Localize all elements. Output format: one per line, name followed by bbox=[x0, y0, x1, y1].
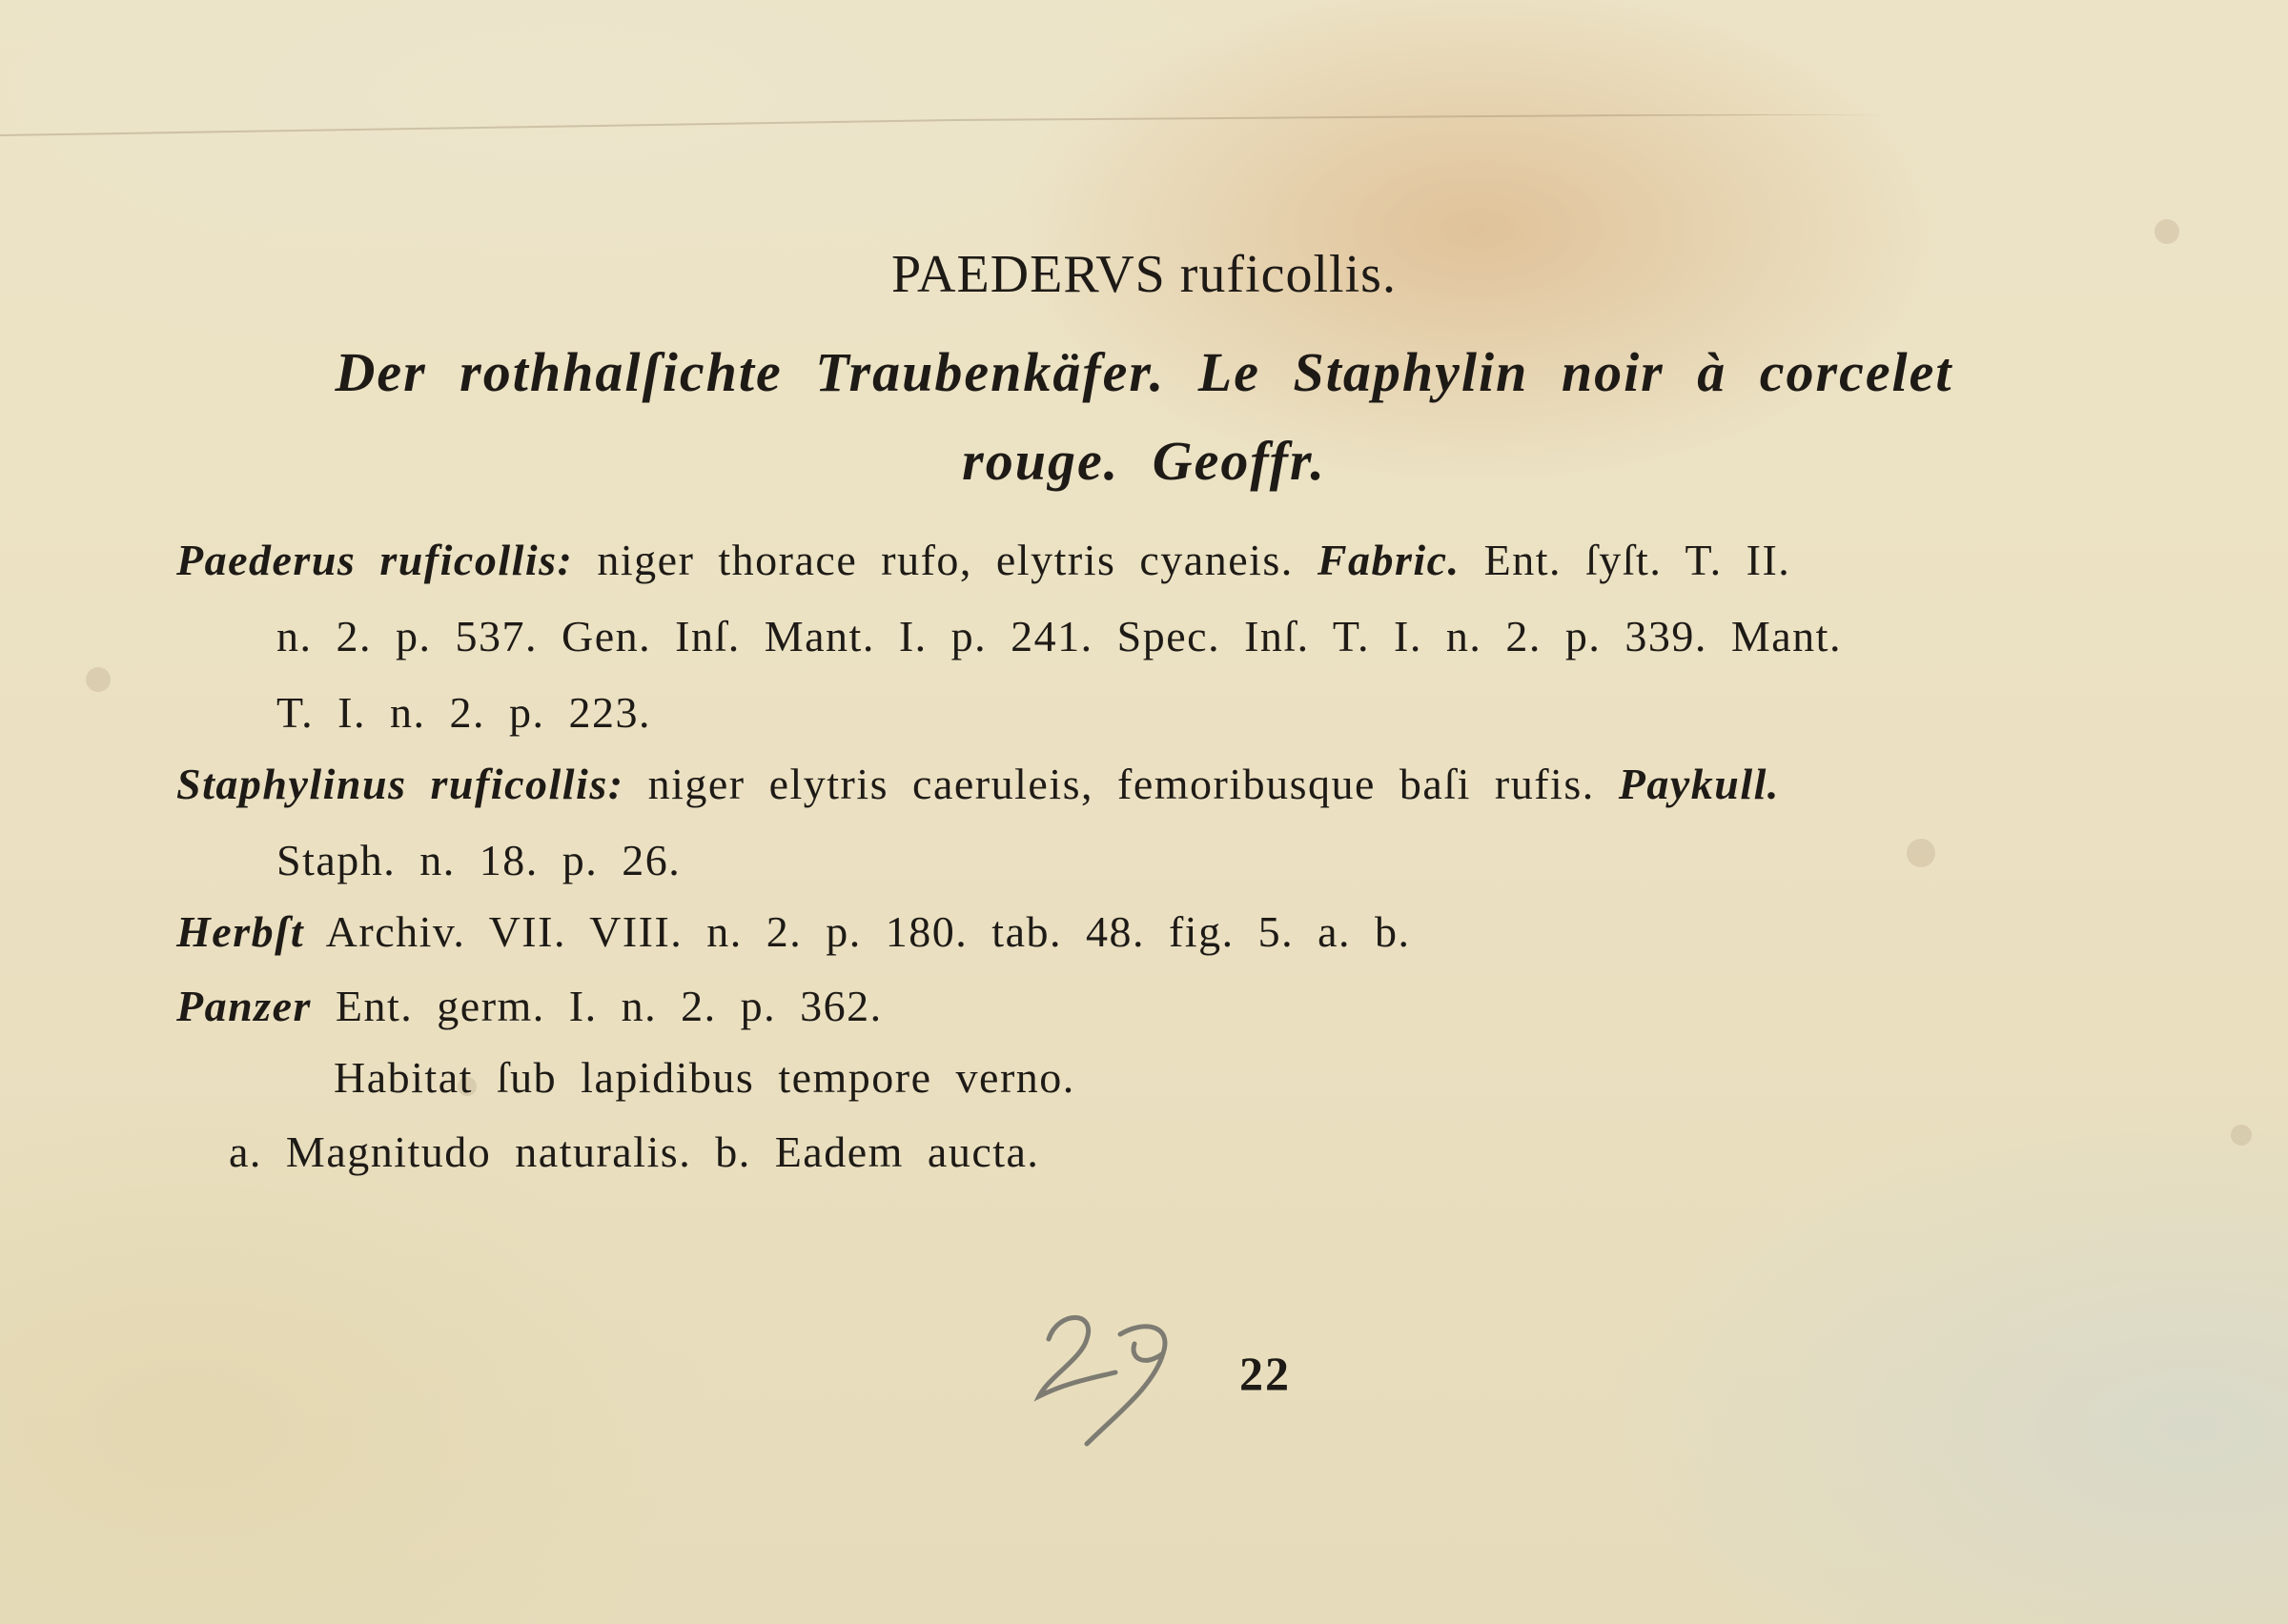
pencil-mark bbox=[1030, 1301, 1192, 1453]
species-name: Staphylinus ruficollis: bbox=[176, 760, 624, 808]
habitat-line: Habitat ſub lapidibus tempore verno. bbox=[334, 1053, 1075, 1102]
species-name: Paederus ruficollis: bbox=[176, 536, 574, 584]
citation-line: Staphylinus ruficollis: niger elytris caeruleis, femoribusque baſi rufis. Paykull. bbox=[176, 760, 1780, 808]
paper-speck bbox=[1907, 839, 1935, 867]
document-subtitle-line1: Der rothhalſichte Traubenkäfer. Le Staphylin noir à corcelet bbox=[335, 341, 1953, 403]
paper-speck bbox=[2155, 219, 2179, 244]
citation-line: Paederus ruficollis: niger thorace rufo, elytris cyaneis. Fabric. Ent. ſyſt. T. II. bbox=[176, 536, 1791, 584]
paper-fold-crease bbox=[0, 114, 2288, 152]
figure-caption: a. Magnitudo naturalis. b. Eadem aucta. bbox=[229, 1127, 1040, 1176]
paper-speck bbox=[2231, 1125, 2252, 1146]
citation-line: Staph. n. 18. p. 26. bbox=[276, 836, 682, 884]
citation-line: T. I. n. 2. p. 223. bbox=[276, 688, 652, 737]
author-name: Panzer bbox=[176, 982, 312, 1030]
paper-speck bbox=[86, 667, 111, 692]
page-number: 22 bbox=[1239, 1347, 1291, 1400]
citation-line: n. 2. p. 537. Gen. Inſ. Mant. I. p. 241. Spec. Inſ. T. I. n. 2. p. 339. Mant. bbox=[276, 612, 1842, 660]
citation-line: Herbſt Archiv. VII. VIII. n. 2. p. 180. tab. 48. fig. 5. a. b. bbox=[176, 907, 1411, 956]
citation-line: Panzer Ent. germ. I. n. 2. p. 362. bbox=[176, 982, 883, 1030]
author-name: Fabric. bbox=[1317, 536, 1461, 584]
document-subtitle-line2: rouge. Geoffr. bbox=[962, 430, 1326, 492]
author-name: Herbſt bbox=[176, 907, 305, 956]
document-title: PAEDERVS ruficollis. bbox=[891, 245, 1397, 304]
author-name: Paykull. bbox=[1618, 760, 1780, 808]
